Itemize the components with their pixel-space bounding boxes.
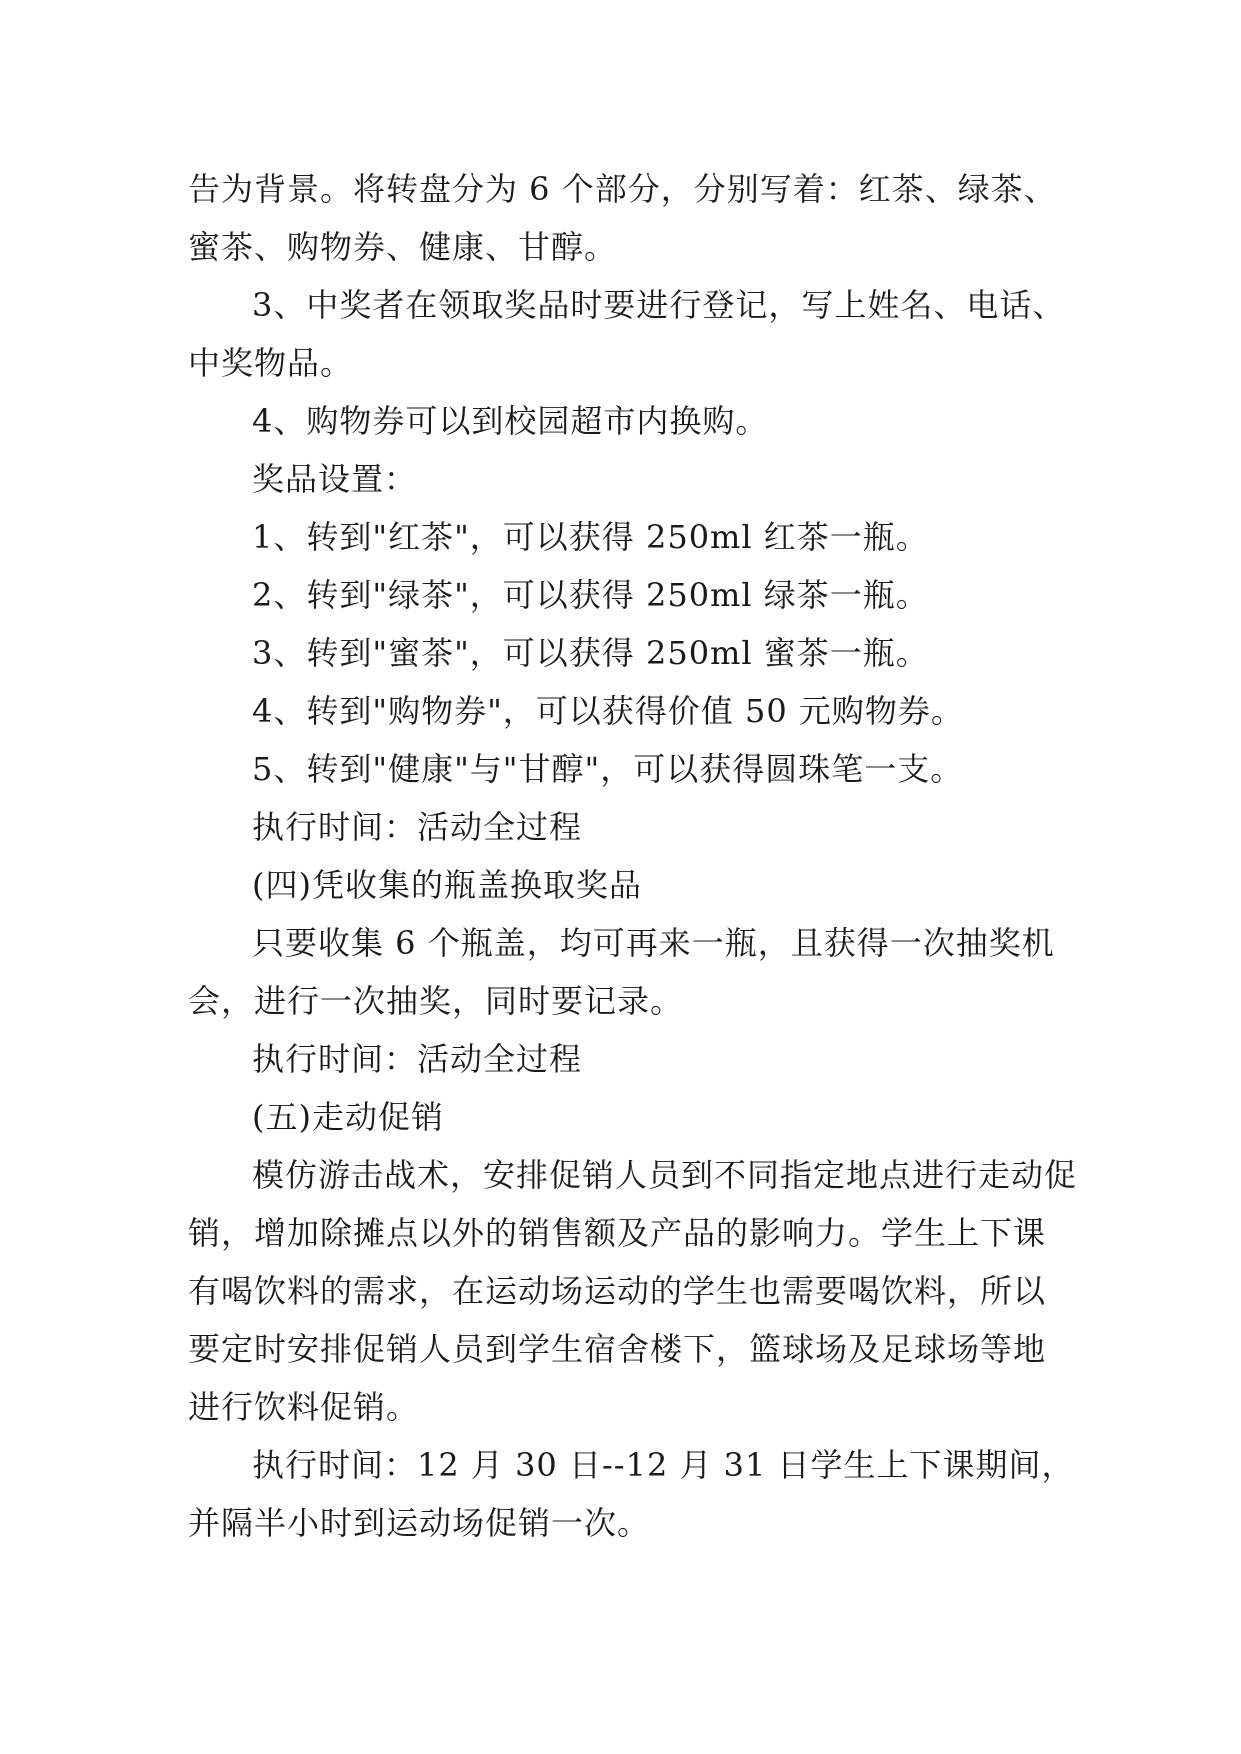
paragraph-execution-time-3: 执行时间：12 月 30 日--12 月 31 日学生上下课期间，并隔半小时到运动场促销一次。 (188, 1446, 1075, 1542)
paragraph-execution-time-1: 执行时间：活动全过程 (252, 808, 583, 846)
paragraph-prize-5: 5、转到"健康"与"甘醇"，可以获得圆珠笔一支。 (252, 750, 964, 788)
section-heading-4: (四)凭收集的瓶盖换取奖品 (252, 866, 642, 904)
paragraph-prize-settings-heading: 奖品设置： (252, 460, 418, 498)
document-body (188, 160, 1078, 1552)
paragraph-execution-time-2: 执行时间：活动全过程 (252, 1040, 583, 1078)
paragraph-walking-promotion: 模仿游击战术，安排促销人员到不同指定地点进行走动促销，增加除摊点以外的销售额及产品的影响力。学生上下课有喝饮料的需求，在运动场运动的学生也需要喝饮料，所以要定时安排促销人员到学生宿舍楼下，篮球场及足球场等地进行饮料促销。 (188, 1156, 1078, 1426)
paragraph-rule-4: 4、购物券可以到校园超市内换购。 (252, 402, 769, 440)
paragraph-prize-3: 3、转到"蜜茶"，可以获得 250ml 蜜茶一瓶。 (252, 634, 929, 672)
section-heading-5: (五)走动促销 (252, 1098, 444, 1136)
paragraph-prize-2: 2、转到"绿茶"，可以获得 250ml 绿茶一瓶。 (252, 576, 929, 614)
paragraph-rule-3: 3、中奖者在领取奖品时要进行登记，写上姓名、电话、中奖物品。 (188, 286, 1066, 382)
paragraph-prize-wheel-intro: 告为背景。将转盘分为 6 个部分，分别写着：红茶、绿茶、蜜茶、购物券、健康、甘醇。 (188, 170, 1057, 266)
paragraph-prize-4: 4、转到"购物券"，可以获得价值 50 元购物券。 (252, 692, 964, 730)
paragraph-prize-1: 1、转到"红茶"，可以获得 250ml 红茶一瓶。 (252, 518, 929, 556)
paragraph-bottle-cap-rule: 只要收集 6 个瓶盖，均可再来一瓶，且获得一次抽奖机会，进行一次抽奖，同时要记录。 (188, 924, 1055, 1020)
